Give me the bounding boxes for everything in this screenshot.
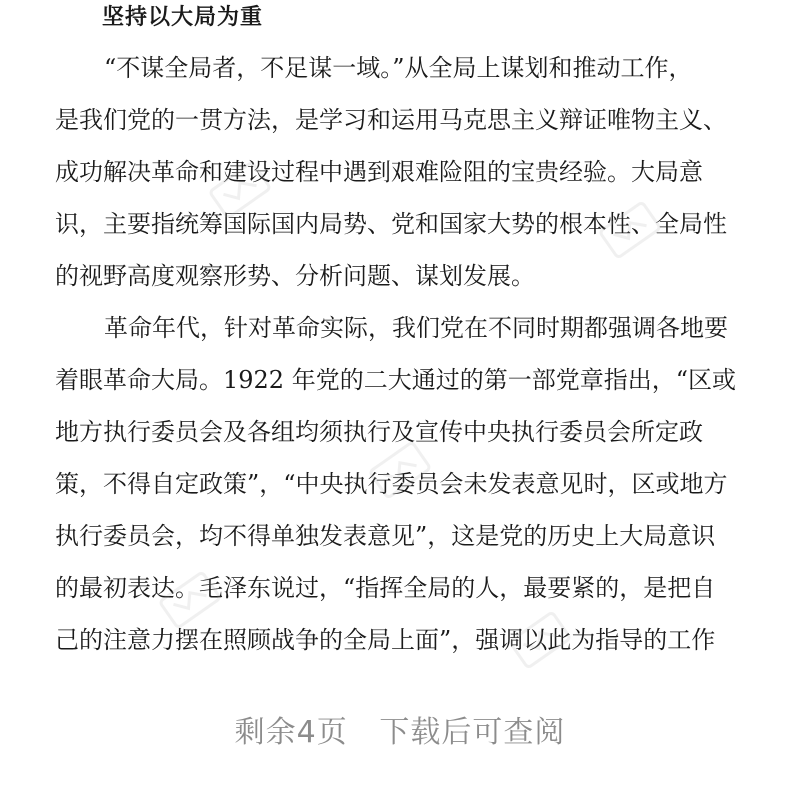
paragraph-line: 着眼革命大局。1922 年党的二大通过的第一部党章指出，“区或: [55, 366, 736, 394]
watermark-icon: [590, 190, 670, 270]
paragraph-line: “不谋全局者，不足谋一域。”从全局上谋划和推动工作，: [104, 54, 693, 82]
paragraph-line: 成功解决革命和建设过程中遇到艰难险阻的宝贵经验。大局意: [55, 158, 703, 186]
watermark-icon: [150, 560, 230, 640]
paragraph-line: 执行委员会，均不得单独发表意见”，这是党的历史上大局意识: [55, 522, 716, 550]
paragraph-line: 革命年代，针对革命实际，我们党在不同时期都强调各地要: [104, 314, 728, 342]
paragraph-line: 地方执行委员会及各组均须执行及宣传中央执行委员会所定政: [55, 418, 703, 446]
paragraph-line: 是我们党的一贯方法，是学习和运用马克思主义辩证唯物主义、: [55, 106, 727, 134]
paragraph-line: 己的注意力摆在照顾战争的全局上面”，强调以此为指导的工作: [55, 626, 716, 654]
remaining-pages-notice[interactable]: 剩余4页 下载后可查阅: [234, 715, 566, 750]
paragraph-line: 的视野高度观察形势、分析问题、谋划发展。: [55, 262, 535, 290]
watermark-icon: [200, 150, 280, 230]
watermark-icon: [500, 600, 580, 680]
section-heading: 坚持以大局为重: [102, 4, 264, 30]
paragraph-line: 的最初表达。毛泽东说过，“指挥全局的人，最要紧的，是把自: [55, 574, 716, 602]
paragraph-line: 策，不得自定政策”，“中央执行委员会未发表意见时，区或地方: [55, 470, 728, 498]
paragraph-line: 识，主要指统筹国际国内局势、党和国家大势的根本性、全局性: [55, 210, 727, 238]
watermark-icon: [360, 430, 440, 510]
